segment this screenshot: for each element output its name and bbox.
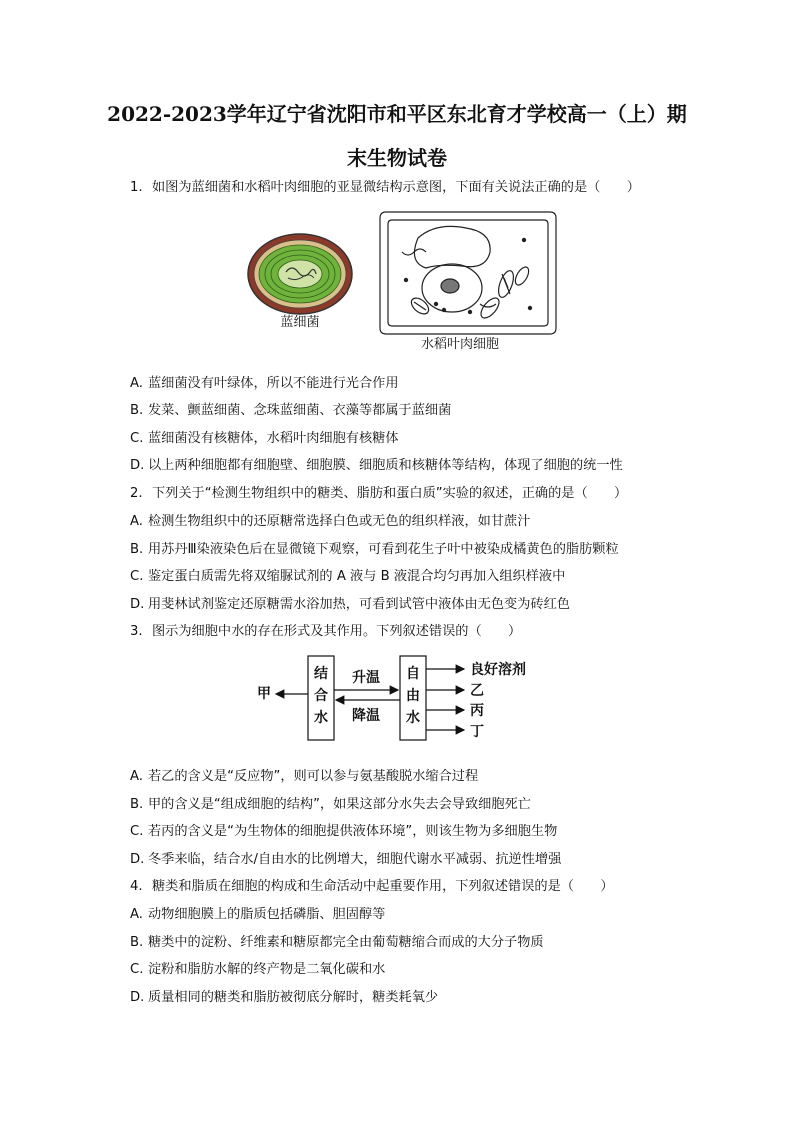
option-label: D. [130,852,145,867]
figure-water-forms [250,652,550,748]
output-label: 丁 [470,724,484,740]
option-text: 发菜、颤蓝细菌、念珠蓝细菌、衣藻等都属于蓝细菌 [148,403,452,418]
cool-down-label: 降温 [352,708,380,724]
paper-title-line1: 2022-2023学年辽宁省沈阳市和平区东北育才学校高一（上）期 [107,102,687,126]
option-label: B. [130,542,144,557]
option-text: 动物细胞膜上的脂质包括磷脂、胆固醇等 [148,907,386,922]
question-text: 糖类和脂质在细胞的构成和生命活动中起重要作用，下列叙述错误的是（ ） [152,879,614,894]
option-label: A. [130,769,143,784]
question-4-stem [130,879,614,895]
box1-char: 水 [314,710,328,726]
option-label: C. [130,962,144,977]
option-3d [130,852,561,868]
option-text: 甲的含义是“组成细胞的结构”，如果这部分水失去会导致细胞死亡 [148,797,531,812]
question-number: 2. [130,486,143,501]
question-text: 下列关于“检测生物组织中的糖类、脂肪和蛋白质”实验的叙述，正确的是（ ） [152,486,628,501]
option-text: 蓝细菌没有叶绿体，所以不能进行光合作用 [148,376,399,391]
option-text: 若丙的含义是“为生物体的细胞提供液体环境”，则该生物为多细胞生物 [148,824,558,839]
paper-title-line2: 末生物试卷 [347,146,447,170]
option-3a [130,769,478,785]
option-text: 若乙的含义是“反应物”，则可以参与氨基酸脱水缩合过程 [148,769,479,784]
option-label: B. [130,403,144,418]
question-1-stem [130,180,640,196]
option-text: 冬季来临，结合水/自由水的比例增大，细胞代谢水平减弱、抗逆性增强 [148,852,562,867]
figure-cell-structures [240,208,570,356]
option-text: 检测生物组织中的还原糖常选择白色或无色的组织样液，如甘蔗汁 [148,514,531,529]
option-3b [130,797,531,813]
question-number: 3. [130,624,143,639]
option-label: A. [130,907,143,922]
option-label: C. [130,569,144,584]
option-label: D. [130,597,145,612]
box2-char: 由 [406,688,420,704]
question-number: 4. [130,879,143,894]
option-text: 淀粉和脂肪水解的终产物是二氧化碳和水 [148,962,386,977]
question-text: 图示为细胞中水的存在形式及其作用。下列叙述错误的（ ） [152,624,522,639]
box2-char: 水 [406,710,420,726]
option-2d [130,597,570,613]
cyanobacterium-drawing [248,234,352,314]
option-text: 用苏丹Ⅲ染液染色后在显微镜下观察，可看到花生子叶中被染成橘黄色的脂肪颗粒 [148,542,619,557]
option-4c [130,962,385,978]
option-label: A. [130,514,143,529]
figure-label-rice-cell: 水稻叶肉细胞 [420,337,500,352]
box1-char: 合 [314,688,328,704]
option-1c [130,431,399,447]
question-text: 如图为蓝细菌和水稻叶肉细胞的亚显微结构示意图，下面有关说法正确的是（ ） [152,180,640,195]
question-2-stem [130,486,627,502]
option-label: C. [130,431,144,446]
option-label: D. [130,990,145,1005]
option-text: 以上两种细胞都有细胞壁、细胞膜、细胞质和核糖体等结构，体现了细胞的统一性 [148,458,623,473]
option-label: C. [130,824,144,839]
option-1a [130,376,399,392]
option-label: B. [130,935,144,950]
option-text: 糖类中的淀粉、纤维素和糖原都完全由葡萄糖缩合而成的大分子物质 [148,935,544,950]
option-3c [130,824,557,840]
rice-mesophyll-cell-drawing [380,212,556,334]
option-text: 蓝细菌没有核糖体，水稻叶肉细胞有核糖体 [148,431,399,446]
option-1d [130,458,623,474]
option-2b [130,542,619,558]
label-jia: 甲 [257,686,271,702]
option-label: A. [130,376,143,391]
option-label: D. [130,458,145,473]
option-text: 鉴定蛋白质需先将双缩脲试剂的 A 液与 B 液混合均匀再加入组织样液中 [148,569,566,584]
option-label: B. [130,797,144,812]
output-label: 良好溶剂 [470,662,526,678]
box2-char: 自 [406,666,420,682]
option-text: 用斐林试剂鉴定还原糖需水浴加热，可看到试管中液体由无色变为砖红色 [148,597,570,612]
option-2a [130,514,530,530]
option-4a [130,907,385,923]
question-number: 1. [130,180,143,195]
figure-label-cyanobacterium: 蓝细菌 [280,315,320,330]
option-text: 质量相同的糖类和脂肪被彻底分解时，糖类耗氧少 [148,990,439,1005]
heat-up-label: 升温 [352,670,380,686]
output-label: 乙 [470,683,484,699]
option-4d [130,990,438,1006]
question-3-stem [130,624,521,640]
option-4b [130,935,544,951]
option-2c [130,569,565,585]
box1-char: 结 [314,666,328,682]
output-label: 丙 [470,703,484,719]
option-1b [130,403,451,419]
